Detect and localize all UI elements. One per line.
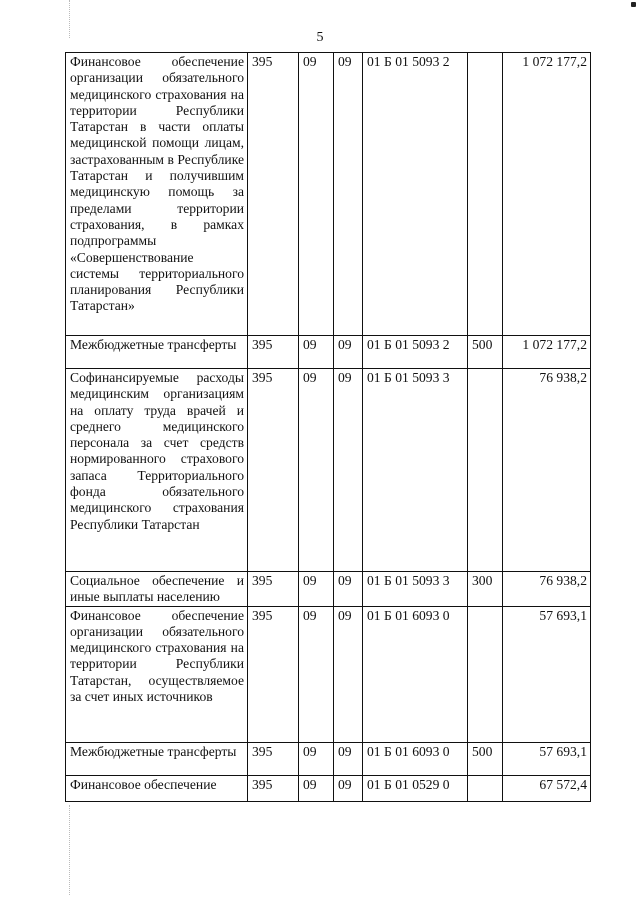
expense-type-code <box>468 53 503 336</box>
section-code: 09 <box>299 369 334 572</box>
ministry-code: 395 <box>248 336 299 369</box>
page-number: 5 <box>316 30 324 45</box>
expense-type-code <box>468 775 503 801</box>
fold-line-bottom <box>69 805 70 895</box>
table-row <box>66 606 591 742</box>
expense-type-code: 300 <box>468 572 503 607</box>
row-description: Финансовое обеспечение организации обязательного медицинского страхования на территории Республики Татарстан, осуществляемое за счет иных источников <box>66 606 248 742</box>
table-row <box>66 336 591 369</box>
subsection-code: 09 <box>334 336 363 369</box>
section-code: 09 <box>299 336 334 369</box>
target-article-code: 01 Б 01 5093 3 <box>363 572 468 607</box>
scan-corner-mark <box>631 2 636 7</box>
amount: 57 693,1 <box>503 606 591 742</box>
target-article-code: 01 Б 01 6093 0 <box>363 606 468 742</box>
subsection-code: 09 <box>334 742 363 775</box>
budget-table <box>65 52 591 802</box>
amount: 1 072 177,2 <box>503 336 591 369</box>
target-article-code: 01 Б 01 5093 2 <box>363 336 468 369</box>
target-article-code: 01 Б 01 6093 0 <box>363 742 468 775</box>
expense-type-code: 500 <box>468 336 503 369</box>
section-code: 09 <box>299 572 334 607</box>
amount: 67 572,4 <box>503 775 591 801</box>
row-description: Софинансируемые расходы медицинским организациям на оплату труда врачей и среднего медицинского персонала за счет средств нормированного страхового запаса Территориального фонда обязательного медицинского страхования Республики Татарстан <box>66 369 248 572</box>
ministry-code: 395 <box>248 572 299 607</box>
row-description: Межбюджетные трансферты <box>66 742 248 775</box>
row-description: Финансовое обеспечение организации обязательного медицинского страхования на территории Республики Татарстан в части оплаты медицинской помощи лицам, застрахованным в Республике Татарстан и получившим медицинскую помощь за пределами территории страхования, в рамках подпрограммы «Совершенствование системы территориального планирования Республики Татарстан» <box>66 53 248 336</box>
subsection-code: 09 <box>334 606 363 742</box>
subsection-code: 09 <box>334 369 363 572</box>
table-row <box>66 369 591 572</box>
amount: 76 938,2 <box>503 369 591 572</box>
ministry-code: 395 <box>248 742 299 775</box>
section-code: 09 <box>299 606 334 742</box>
subsection-code: 09 <box>334 775 363 801</box>
subsection-code: 09 <box>334 572 363 607</box>
ministry-code: 395 <box>248 775 299 801</box>
target-article-code: 01 Б 01 5093 3 <box>363 369 468 572</box>
table-row <box>66 775 591 801</box>
subsection-code: 09 <box>334 53 363 336</box>
table-row <box>66 742 591 775</box>
table-row <box>66 572 591 607</box>
target-article-code: 01 Б 01 5093 2 <box>363 53 468 336</box>
target-article-code: 01 Б 01 0529 0 <box>363 775 468 801</box>
table-row <box>66 53 591 336</box>
expense-type-code <box>468 369 503 572</box>
row-description: Социальное обеспечение и иные выплаты населению <box>66 572 248 607</box>
section-code: 09 <box>299 742 334 775</box>
section-code: 09 <box>299 53 334 336</box>
row-description: Межбюджетные трансферты <box>66 336 248 369</box>
ministry-code: 395 <box>248 369 299 572</box>
row-description: Финансовое обеспечение <box>66 775 248 801</box>
ministry-code: 395 <box>248 53 299 336</box>
amount: 76 938,2 <box>503 572 591 607</box>
expense-type-code <box>468 606 503 742</box>
amount: 1 072 177,2 <box>503 53 591 336</box>
expense-type-code: 500 <box>468 742 503 775</box>
section-code: 09 <box>299 775 334 801</box>
amount: 57 693,1 <box>503 742 591 775</box>
ministry-code: 395 <box>248 606 299 742</box>
